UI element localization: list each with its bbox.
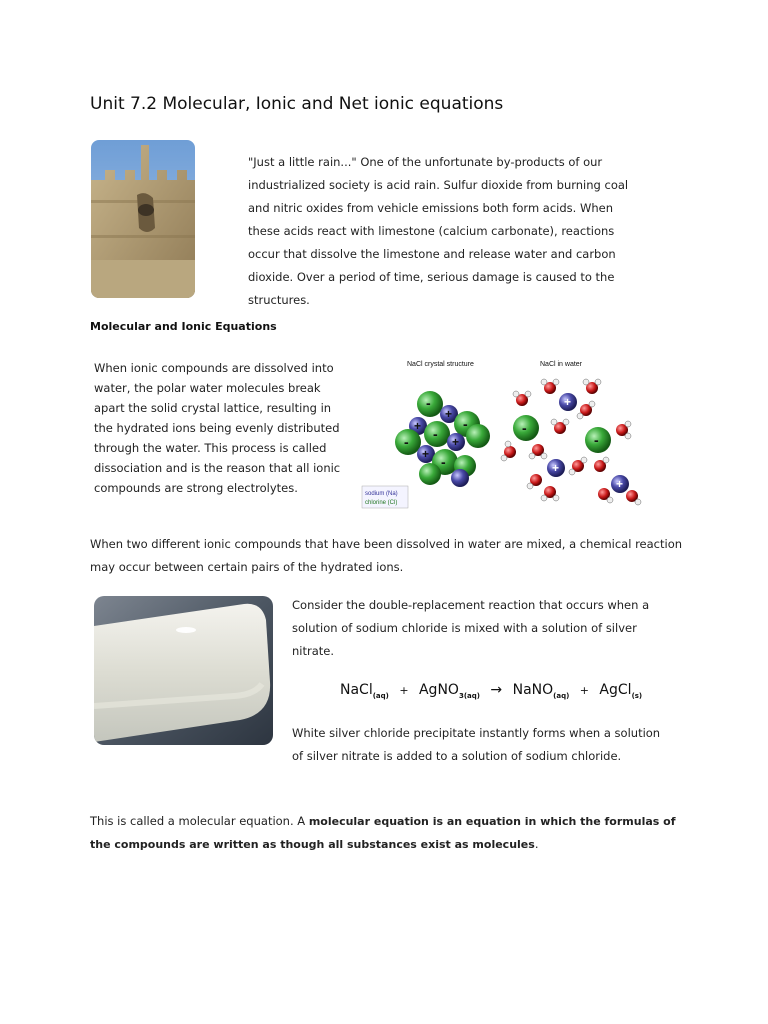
svg-text:+: + (552, 461, 560, 475)
legend-chlorine: chlorine (Cl) (365, 500, 398, 506)
reaction-arrow: → (490, 682, 503, 698)
reactant-agno3: AgNO (418, 682, 459, 698)
product-nano3: NaNO (512, 682, 554, 698)
svg-text:+: + (616, 477, 624, 491)
intro-paragraph: "Just a little rain..." One of the unfortunate by-products of our industrialized society is acid rain. Sulfur dioxide from burning coal and nitric oxides from vehicle emissions both form acids. When these acids react with limestone (calcium carbonate), reactions occur that dissolve the limestone and release water and carbon dioxide. Over a period of time, serious damage is caused to the structures. (248, 155, 629, 307)
svg-text:-: - (404, 434, 409, 450)
crystal-lattice (395, 391, 490, 487)
gargoyle-photo (91, 140, 195, 298)
svg-text:-: - (441, 454, 446, 470)
precipitate-paragraph: White silver chloride precipitate instantly forms when a solution of silver nitrate is added to a solution of sodium chloride. (292, 726, 661, 763)
hydrated-ions (501, 379, 641, 505)
reactant-nacl: NaCl (340, 682, 373, 698)
svg-text:+: + (564, 395, 572, 409)
product-agcl: AgCl (599, 682, 632, 698)
double-replacement-paragraph: Consider the double-replacement reaction that occurs when a solution of sodium chloride is mixed with a solution of silver nitrate. (292, 598, 650, 658)
chemical-equation: NaCl$_{(aq)}$ + AgNO$_{3(aq)}$ → NaNO$_{(aq)}$ + AgCl$_{(s)}$ (340, 682, 643, 700)
molecular-equation-definition: This is called a molecular equation. A molecular equation is an equation in which the formulas of the compounds are written as though all substances exist as molecules. (90, 814, 676, 851)
svg-text:+: + (452, 435, 460, 449)
precipitate-photo (94, 596, 273, 745)
definition-bold: molecular equation is an equation in which the formulas of the compounds are written as though all substances exist as molecules (90, 815, 676, 851)
page-title: Unit 7.2 Molecular, Ionic and Net ionic equations (90, 94, 504, 114)
svg-text:-: - (522, 420, 527, 436)
legend-sodium: sodium (Na) (365, 491, 398, 497)
svg-text:-: - (433, 426, 438, 442)
diagram-label-water: NaCl in water (540, 361, 583, 368)
diagram-label-crystal: NaCl crystal structure (407, 361, 474, 368)
nacl-diagram (360, 356, 660, 516)
dissociation-paragraph: When ionic compounds are dissolved into water, the polar water molecules break apart the solid crystal lattice, resulting in the hydrated ions being evenly distributed through the water. This process is called dissociation and is the reason that all ionic compounds are strong electrolytes. (94, 361, 341, 495)
svg-text:-: - (426, 395, 431, 411)
svg-text:+: + (422, 447, 430, 461)
svg-text:-: - (463, 416, 468, 432)
svg-text:+: + (445, 407, 453, 421)
section-heading: Molecular and Ionic Equations (90, 320, 277, 333)
mixed-solutions-paragraph: When two different ionic compounds that have been dissolved in water are mixed, a chemical reaction may occur between certain pairs of the hydrated ions. (90, 537, 683, 574)
svg-text:-: - (594, 432, 599, 448)
svg-text:+: + (414, 419, 422, 433)
